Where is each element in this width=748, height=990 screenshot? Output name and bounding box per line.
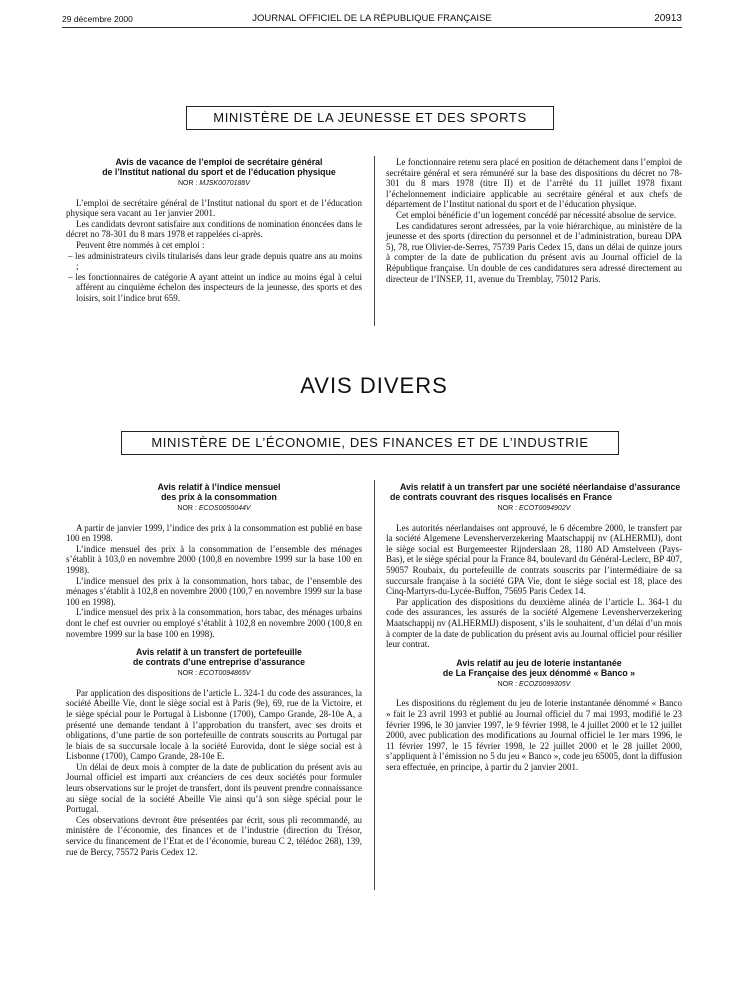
avis-title: Avis de vacance de l’emploi de secrétaire général: [115, 157, 323, 167]
avis-title: Avis relatif à un transfert de portefeuille: [136, 647, 302, 658]
paragraph: L’indice mensuel des prix à la consommation, hors tabac, des ménages urbains dont le chef est ouvrier ou employé s’établit à 102,8 en novembre 2000 (100,8 en novembre 1999 sur la base 100 en 1998).: [66, 607, 362, 639]
paragraph: Les candidats devront satisfaire aux conditions de nomination énoncées dans le décret no 78-301 du 8 mars 1978 et rappelées ci-après.: [66, 218, 362, 240]
paragraph: Ces observations devront être présentées par écrit, sous pli recommandé, au ministère de l’économie, des finances et de l’industrie (direction du Trésor, service du financement de l’Etat et de l’économie, bureau C 2, télédoc 268), 139, rue de Bercy, 75572 Paris Cedex 12.: [66, 814, 362, 857]
ministry-box-economie: MINISTÈRE DE L’ÉCONOMIE, DES FINANCES ET DE L’INDUSTRIE: [121, 431, 619, 455]
column-divider: [374, 480, 375, 890]
page-header: [62, 12, 682, 28]
paragraph: Un délai de deux mois à compter de la date de publication du présent avis au Journal officiel est imparti aux créanciers de ces deux sociétés pour formuler leurs observations sur le projet de transfert, dont ils peuvent prendre connaissance au siège social de la société Abeille Vie ainsi qu’à son siège spécial pour le Portugal.: [66, 761, 362, 815]
avis-title: de l’Institut national du sport et de l’éducation physique: [102, 167, 336, 177]
paragraph: A partir de janvier 1999, l’indice des prix à la consommation est publié en base 100 en 1998.: [66, 522, 362, 544]
section-heading-avis-divers: AVIS DIVERS: [300, 373, 448, 398]
avis-vacance-left: [66, 157, 362, 304]
list-item: – les fonctionnaires de catégorie A ayant atteint un indice au moins égal à celui afférent au cinquième échelon des inspecteurs de la jeunesse, des sports et des loisirs, soit l’indice brut 659.: [68, 271, 362, 303]
column-left: [66, 482, 362, 857]
nor-reference: NOR : MJSK0070188V: [178, 180, 250, 187]
ministry-box-jeunesse: MINISTÈRE DE LA JEUNESSE ET DES SPORTS: [186, 106, 554, 130]
nor-reference: NOR : ECOS0050044V: [177, 505, 251, 512]
avis-title: Avis relatif au jeu de loterie instantanée: [456, 657, 622, 668]
eligibility-list: [66, 251, 362, 304]
avis-title: Avis relatif à l’indice mensuel: [157, 482, 281, 492]
paragraph: Les candidatures seront adressées, par la voie hiérarchique, au ministère de la jeunesse et des sports (direction du personnel et de l’administration, bureau DPA 5), 78, rue Olivier-de-Serres, 75739 Paris Cedex 15, dans un délai de quinze jours à compter de la date de publication du présent avis au Journal officiel de la République française. Un double de ces candidatures sera adressé directement au directeur de l’INSEP, 11, avenue du Tremblay, 75012 Paris.: [386, 220, 682, 284]
paragraph: L’indice mensuel des prix à la consommation, hors tabac, de l’ensemble des ménages s’établit à 102,8 en novembre 2000 (100,7 en novembre 1999 sur la base 100 en 1998).: [66, 575, 362, 607]
paragraph: Cet emploi bénéficie d’un logement concédé par nécessité absolue de service.: [396, 209, 677, 220]
paragraph: Le fonctionnaire retenu sera placé en position de détachement dans l’emploi de secrétaire général et sera rémunéré sur la base des dispositions du décret no 78-301 du 8 mars 1978 (titre II) et de l’arrêté du 11 juillet 1978 fixant l’échelonnement indiciaire applicable au secrétaire général et aux chefs de département de l’Institut national du sport et de l’éducation physique.: [386, 157, 682, 210]
avis-vacance-right: [386, 157, 682, 284]
nor-reference: NOR : ECOT0094865V: [177, 670, 251, 678]
avis-title: de contrats d’une entreprise d’assurance: [132, 657, 306, 668]
nor-reference: NOR : ECOT0094902V: [497, 505, 571, 512]
paragraph: Par application des dispositions de l’article L. 324-1 du code des assurances, la société Abeille Vie, dont le siège social est à Paris (9e), 69, rue de la Victoire, et le siège spécial pour le Portugal à Lisbonne (1700), Campo Grande, 28-10e A, a présenté une demande tendant à l’approbation du transfert, avec ses droits et obligations, d’une partie de son portefeuille de contrats souscrits au Portugal par le biais de sa succursale locale à la société Eurovida, dont le siège social est à Lisbonne (1700), Campo Grande, 28-10e E.: [66, 687, 362, 762]
header-page-number: 20913: [654, 13, 682, 24]
paragraph: Peuvent être nommés à cet emploi :: [76, 239, 205, 250]
paragraph: Les autorités néerlandaises ont approuvé, le 6 décembre 2000, le transfert par la société Algemene Levensherverzekering Maatschappij nv (ALHERMIJ), dont le siège social est Burgemeester Rijnderslaan 28, 1180 AD Amstelveen (Pays-Bas), et le siège spécial pour la France 84, boulevard du Général-Leclerc, BP 407, 59057 Roubaix, du portefeuille de contrats souscrits par l’intermédiaire de sa succursale française à la société GPA Vie, dont le siège social est 18, place des Cinq-Martyrs-du-Lycée-Buffon, 75695 Paris Cedex 14.: [386, 522, 682, 597]
paragraph: Les dispositions du règlement du jeu de loterie instantanée dénommé « Banco » fait le 23 avril 1993 et publié au Journal officiel du 7 mai 1993, modifié le 23 février 1996, le 30 janvier 1997, le 9 février 1998, le 4 juillet 2000 et le 12 juillet 2000, avec publication des modifications au Journal officiel le 1er mars 1996, le 11 février 1997, le 15 février 1998, le 22 juillet 2000 et le 28 juillet 2000, s’appliquent à l’émission no 5 du jeu « Banco », code jeu 65005, dont la diffusion sera effectuée, en principe, à partir du 2 janvier 2001.: [386, 698, 682, 772]
avis-title: Avis relatif à un transfert par une société néerlandaise d’assurance de contrats couvrant des risques localisés en France: [390, 482, 681, 502]
paragraph: Par application des dispositions du deuxième alinéa de l’article L. 364-1 du code des assurances, les assurés de la société Algemene Levensherverzekering Maatschappij nv (ALHERMIJ) disposent, s’ils le souhaitent, d’un délai d’un mois à compter de la date de publication du présent avis au Journal officiel pour résilier leur contrat.: [386, 596, 682, 650]
list-item: – les administrateurs civils titularisés dans leur grade depuis quatre ans au moins ;: [68, 250, 362, 272]
paragraph: L’indice mensuel des prix à la consommation de l’ensemble des ménages s’établit à 103,0 en novembre 2000 (100,8 en novembre 1999 sur la base 100 en 1998).: [66, 543, 362, 575]
column-right: [386, 482, 682, 772]
header-date: 29 décembre 2000: [62, 14, 133, 24]
paragraph: L’emploi de secrétaire général de l’Institut national du sport et de l’éducation physique sera vacant au 1er janvier 2001.: [66, 197, 362, 219]
avis-title: des prix à la consommation: [161, 492, 277, 502]
avis-title: de La Française des jeux dénommé « Banco »: [442, 667, 636, 678]
nor-reference: NOR : ECOZ0099305V: [497, 680, 571, 688]
column-divider: [374, 156, 375, 326]
header-title: JOURNAL OFFICIEL DE LA RÉPUBLIQUE FRANÇAISE: [252, 13, 492, 24]
header-rule: [62, 27, 682, 28]
